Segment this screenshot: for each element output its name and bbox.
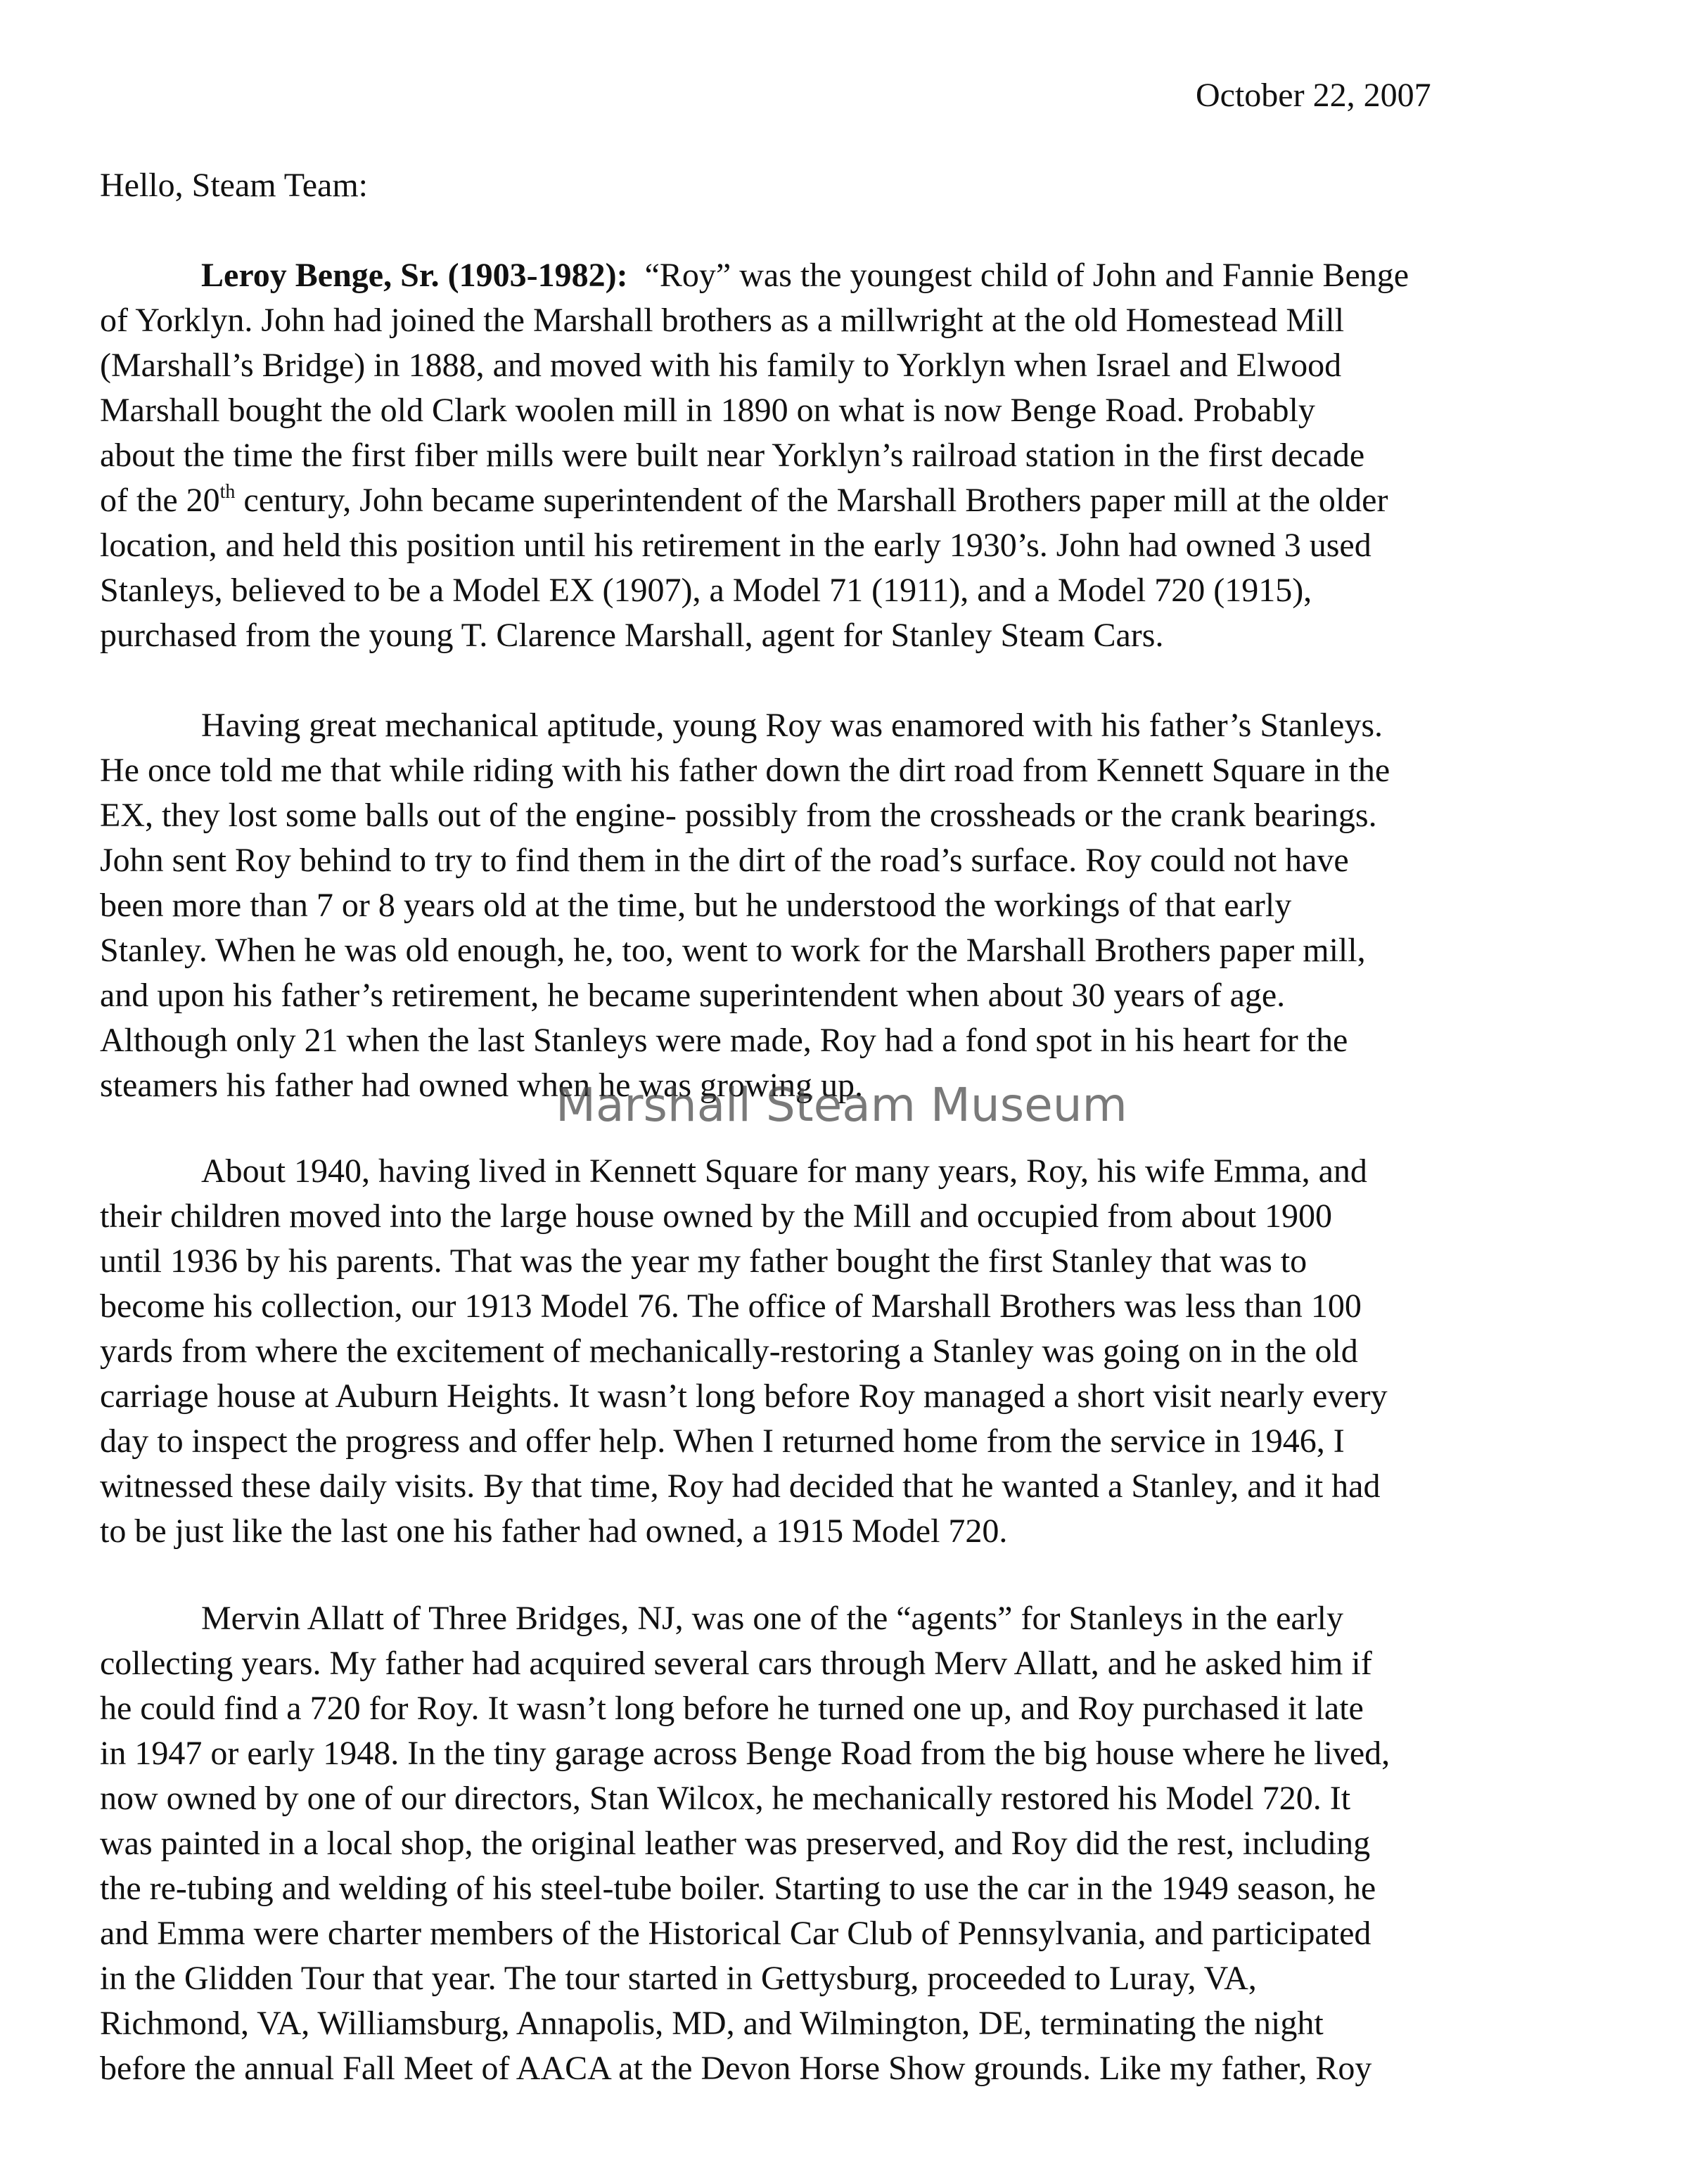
paragraph-4-line: was painted in a local shop, the original leather was preserved, and Roy did the rest, including (100, 1825, 1371, 1862)
paragraph-4-line: in 1947 or early 1948. In the tiny garage across Benge Road from the big house where he lived, (100, 1735, 1390, 1772)
paragraph-1-line: of the 20th century, John became superintendent of the Marshall Brothers paper mill at the older (100, 481, 1388, 519)
paragraph-4-line: and Emma were charter members of the Historical Car Club of Pennsylvania, and participated (100, 1915, 1372, 1952)
paragraph-4 (100, 1596, 1605, 2091)
paragraph-4-line: Mervin Allatt of Three Bridges, NJ, was one of the “agents” for Stanleys in the early (201, 1600, 1344, 1637)
paragraph-2-line: Stanley. When he was old enough, he, too, went to work for the Marshall Brothers paper mill, (100, 932, 1366, 969)
paragraph-3-line: carriage house at Auburn Heights. It wasn’t long before Roy managed a short visit nearly every (100, 1377, 1388, 1415)
paragraph-3-line: About 1940, having lived in Kennett Square for many years, Roy, his wife Emma, and (201, 1152, 1367, 1190)
paragraph-2-line: steamers his father had owned when he was growing up. (100, 1067, 864, 1104)
paragraph-4-line: Richmond, VA, Williamsburg, Annapolis, MD, and Wilmington, DE, terminating the night (100, 2005, 1324, 2042)
paragraph-3-line: their children moved into the large house owned by the Mill and occupied from about 1900 (100, 1197, 1333, 1235)
paragraph-2-line: John sent Roy behind to try to find them in the dirt of the road’s surface. Roy could not have (100, 842, 1349, 879)
paragraph-3-line: yards from where the excitement of mechanically-restoring a Stanley was going on in the old (100, 1332, 1358, 1370)
paragraph-2-line: been more than 7 or 8 years old at the time, but he understood the workings of that early (100, 887, 1292, 924)
paragraph-3-line: to be just like the last one his father had owned, a 1915 Model 720. (100, 1512, 1008, 1550)
paragraph-1 (100, 253, 1605, 658)
paragraph-4-line: collecting years. My father had acquired several cars through Merv Allatt, and he asked him if (100, 1645, 1372, 1682)
paragraph-1-heading: Leroy Benge, Sr. (1903-1982): (201, 257, 628, 294)
paragraph-2-line: and upon his father’s retirement, he became superintendent when about 30 years of age. (100, 977, 1286, 1014)
paragraph-1-line: Leroy Benge, Sr. (1903-1982): “Roy” was the youngest child of John and Fannie Benge (201, 257, 1409, 294)
paragraph-4-line: he could find a 720 for Roy. It wasn’t long before he turned one up, and Roy purchased it late (100, 1690, 1364, 1727)
paragraph-1-line: (Marshall’s Bridge) in 1888, and moved with his family to Yorklyn when Israel and Elwood (100, 347, 1342, 384)
paragraph-1-line: of Yorklyn. John had joined the Marshall brothers as a millwright at the old Homestead Mill (100, 302, 1345, 339)
paragraph-1-line: about the time the first fiber mills were built near Yorklyn’s railroad station in the first decade (100, 437, 1365, 474)
paragraph-3-line: become his collection, our 1913 Model 76. The office of Marshall Brothers was less than 100 (100, 1287, 1362, 1325)
paragraph-2-line: Although only 21 when the last Stanleys were made, Roy had a fond spot in his heart for the (100, 1022, 1348, 1059)
paragraph-4-line: before the annual Fall Meet of AACA at the Devon Horse Show grounds. Like my father, Roy (100, 2050, 1372, 2087)
paragraph-2 (100, 703, 1605, 1108)
paragraph-3-line: until 1936 by his parents. That was the year my father bought the first Stanley that was to (100, 1242, 1307, 1280)
paragraph-1-line: Stanleys, believed to be a Model EX (1907), a Model 71 (1911), and a Model 720 (1915), (100, 572, 1312, 609)
paragraph-4-line: the re-tubing and welding of his steel-tube boiler. Starting to use the car in the 1949 season, he (100, 1870, 1376, 1907)
paragraph-1-line: location, and held this position until his retirement in the early 1930’s. John had owned 3 used (100, 527, 1372, 564)
paragraph-1-line: purchased from the young T. Clarence Marshall, agent for Stanley Steam Cars. (100, 617, 1164, 654)
paragraph-1-line: Marshall bought the old Clark woolen mill in 1890 on what is now Benge Road. Probably (100, 392, 1315, 429)
paragraph-2-line: He once told me that while riding with his father down the dirt road from Kennett Square in the (100, 752, 1390, 789)
paragraph-3-line: day to inspect the progress and offer help. When I returned home from the service in 1946, I (100, 1422, 1345, 1460)
letter-greeting: Hello, Steam Team: (100, 167, 368, 204)
paragraph-4-line: now owned by one of our directors, Stan Wilcox, he mechanically restored his Model 720. It (100, 1780, 1351, 1817)
paragraph-2-line: Having great mechanical aptitude, young Roy was enamored with his father’s Stanleys. (201, 707, 1383, 744)
paragraph-3-line: witnessed these daily visits. By that time, Roy had decided that he wanted a Stanley, and it had (100, 1467, 1381, 1505)
museum-watermark: Marshall Steam Museum (556, 1078, 1127, 1132)
paragraph-2-line: EX, they lost some balls out of the engine- possibly from the crossheads or the crank bearings. (100, 797, 1377, 834)
letter-date: October 22, 2007 (1196, 77, 1431, 114)
paragraph-3 (100, 1149, 1605, 1554)
superscript-th: th (219, 481, 236, 503)
paragraph-4-line: in the Glidden Tour that year. The tour started in Gettysburg, proceeded to Luray, VA, (100, 1960, 1257, 1997)
